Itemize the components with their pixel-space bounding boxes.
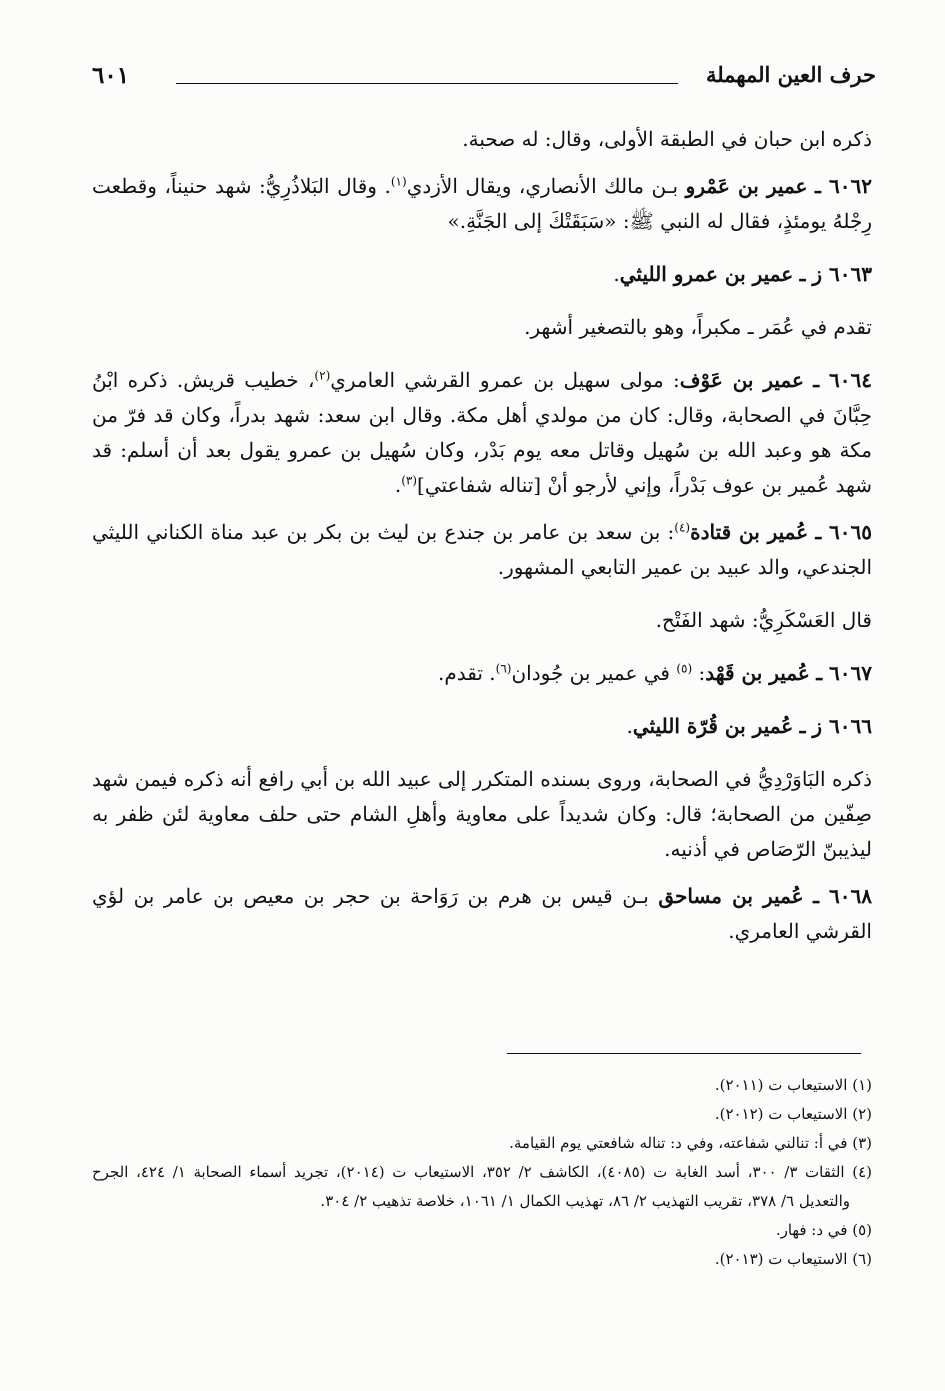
- paragraph-6063: تقدم في عُمَر ـ مكبراً، وهو بالتصغير أشهر.: [524, 315, 872, 339]
- footnote: (٤) الثقات ٣/ ٣٠٠، أسد الغابة ت (٤٠٨٥)، الكاشف ٢/ ٣٥٢، الاستيعاب ت (٢٠١٤)، تجريد أسماء الصحابة ١/ ٤٢٤، الجرح والتعديل ٦/ ٣٧٨، تقريب التهذيب ٢/ ٨٦، تهذيب الكمال ١/ ١٠٦١، خلاصة تذهيب ٢/ ٣٠٤.: [92, 1163, 872, 1210]
- footnote-ref[interactable]: (٦): [495, 661, 512, 676]
- entry-number: ٦٠٦٧ ـ: [816, 661, 872, 685]
- footnote-ref[interactable]: (٢): [314, 368, 331, 383]
- entry-text: . تقدم.: [438, 661, 496, 685]
- entry-number: ٦٠٦٨ ـ: [813, 884, 873, 908]
- entry-text: ، خطيب قريش. ذكره ابْنُ حِبَّانَ في الصحابة، وقال: كان من مولدي أهل مكة. وقال ابن سعد: شهد بدراً، وكان قد فرّ من مكة هو وعبد الله بن سُهيل وقاتل معه يوم بَدْر، وكان سُهيل بن عمرو يقول بعد أن أسلم: قد شهد عُمير بن عوف بَدْراً، وإني لأرجو أنْ [تناله شفاعتي]: [92, 368, 872, 497]
- paragraph-6065: قال العَسْكَرِيُّ: شهد الفَتْح.: [655, 608, 872, 632]
- header-rule: [176, 83, 678, 84]
- entry-name: عُمير بن قتادة: [690, 520, 809, 544]
- entry-number: ٦٠٦٥ ـ: [815, 520, 872, 544]
- footnote: (٢) الاستيعاب ت (٢٠١٢).: [714, 1105, 872, 1123]
- footnotes: [92, 1071, 872, 1274]
- footnote-ref[interactable]: (٤): [674, 520, 691, 535]
- entry-6068: [92, 879, 872, 949]
- running-title: حرف العين المهملة: [705, 62, 876, 87]
- footnote-separator: [507, 1053, 861, 1054]
- entry-text: : بن سعد بن عامر بن جندع بن ليث بن بكر بن عبد مناة الكناني الليثي الجندعي، والد عبيد بن عمير التابعي المشهور.: [92, 520, 872, 579]
- entry-name: عمير بن عمرو الليثي: [619, 262, 794, 286]
- entry-text: . وقال البَلاذُرِيُّ: شهد حنيناً، وقطعت رِجْلهُ يومئذٍ، فقال له النبي ﷺ: «سَبَقَتْكَ إلى الجَنَّةِ.»: [92, 174, 872, 233]
- entry-number: ٦٠٦٦ ز ـ: [799, 714, 872, 738]
- entry-name: عمير بن عَوْف: [679, 368, 804, 392]
- entry-text: .: [626, 714, 633, 738]
- entry-text: بـن قيس بن هرم بن رَوَاحة بن حجر بن معيص بن عامر بن لؤي القرشي العامري.: [92, 884, 872, 943]
- entry-6063: [92, 257, 872, 292]
- entry-text: .: [394, 473, 402, 497]
- entry-6066: [92, 709, 872, 744]
- footnote-ref[interactable]: (٣): [401, 473, 418, 488]
- entry-text: .: [613, 262, 620, 286]
- main-text: [92, 122, 872, 949]
- entry-text: بـن مالك الأنصاري، ويقال الأزدي: [406, 174, 686, 198]
- entry-6067: [92, 656, 872, 691]
- entry-text: في عمير بن جُودان: [511, 661, 677, 685]
- footnote-ref[interactable]: (٥): [676, 661, 693, 676]
- entry-6065: [92, 515, 872, 585]
- entry-6062: [92, 169, 872, 239]
- entry-number: ٦٠٦٤ ـ: [813, 368, 873, 392]
- entry-number: ٦٠٦٣ ز ـ: [799, 262, 872, 286]
- footnote-ref[interactable]: (١): [390, 174, 407, 189]
- entry-name: عُمير بن مساحق: [658, 884, 804, 908]
- paragraph-intro: ذكره ابن حبان في الطبقة الأولى، وقال: له صحبة.: [462, 127, 872, 151]
- entry-6064: [92, 363, 872, 503]
- entry-number: ٦٠٦٢ ـ: [815, 174, 872, 198]
- page-number: ٦٠١: [92, 62, 130, 89]
- entry-text: : مولى سهيل بن عمرو القرشي العامري: [330, 368, 680, 392]
- entry-name: عُمير بن قَهْد: [705, 661, 810, 685]
- page-header: [92, 58, 876, 98]
- entry-text: :: [692, 661, 706, 685]
- paragraph-6066: ذكره البَاوَرْدِيُّ في الصحابة، وروى بسنده المتكرر إلى عبيد الله بن أبي رافع أنه ذكره فيمن شهد صِفّين من الصحابة؛ قال: وكان شديداً على معاوية وأهلِ الشام حتى حلف معاوية لئن ظفر به ليذيبنّ الرّصَاص في أذنيه.: [92, 767, 872, 861]
- footnote: (٣) في أ: تنالني شفاعته، وفي د: تناله شافعتي يوم القيامة.: [509, 1134, 872, 1152]
- entry-name: عُمير بن قُرّة الليثي: [632, 714, 794, 738]
- footnote: (٥) في د: فهار.: [775, 1221, 872, 1239]
- footnote: (٦) الاستيعاب ت (٢٠١٣).: [714, 1250, 872, 1268]
- entry-name: عمير بن عَمْرو: [685, 174, 808, 198]
- footnote: (١) الاستيعاب ت (٢٠١١).: [714, 1076, 872, 1094]
